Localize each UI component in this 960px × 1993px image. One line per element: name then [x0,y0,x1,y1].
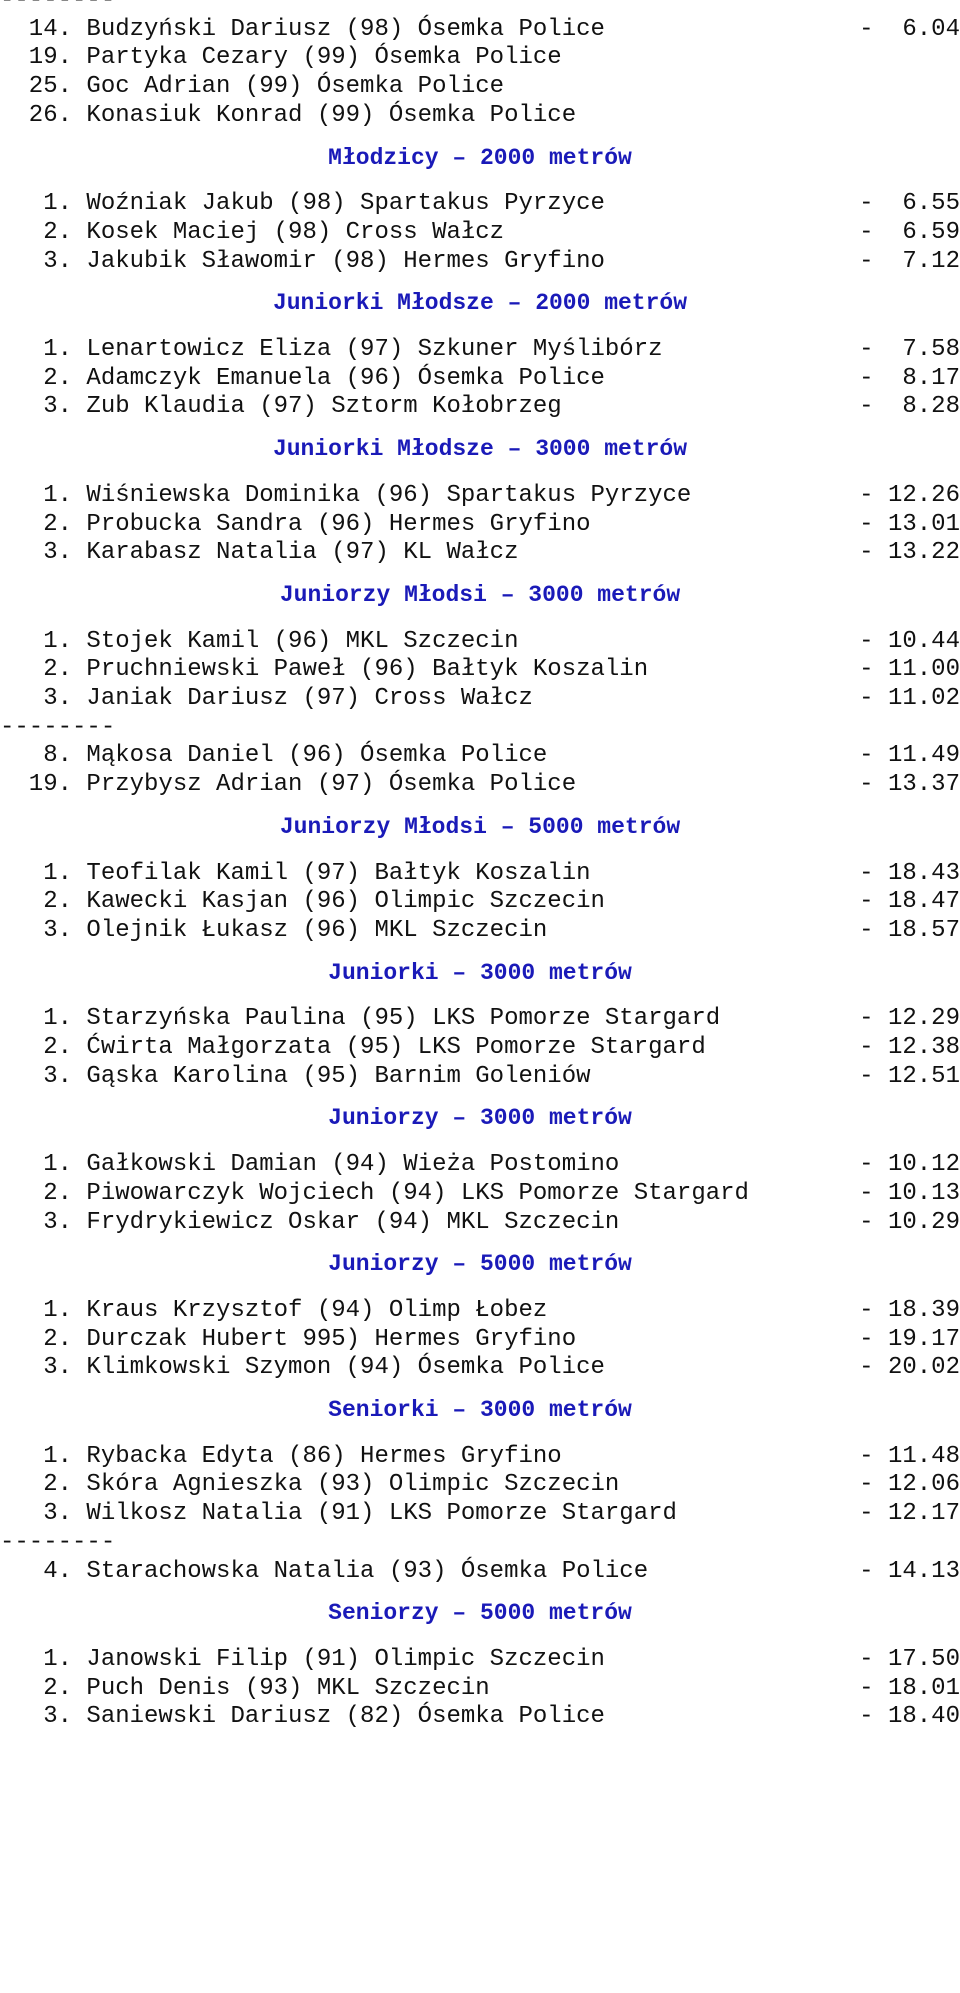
competitor-entry: 1. Teofilak Kamil (97) Bałtyk Koszalin [0,859,591,887]
result-time: - 12.26 [859,481,960,509]
separator: -------- [0,0,116,14]
result-row [0,335,960,364]
result-time: - 12.17 [859,1500,960,1528]
result-time: - 8.28 [859,393,960,421]
result-row [0,1033,960,1062]
result-row [0,655,960,684]
competitor-entry: 2. Kosek Maciej (98) Cross Wałcz [0,218,505,246]
result-row [0,684,960,713]
result-time: - 11.49 [859,742,960,770]
result-time: - 13.01 [859,510,960,538]
competitor-entry: 1. Gałkowski Damian (94) Wieża Postomino [0,1151,620,1179]
result-time: - 10.12 [859,1151,960,1179]
result-row [0,1325,960,1354]
result-time: - 13.37 [859,771,960,799]
competitor-entry: 2. Adamczyk Emanuela (96) Ósemka Police [0,364,605,392]
result-time: - 12.38 [859,1034,960,1061]
competitor-entry: 3. Olejnik Łukasz (96) MKL Szczecin [0,916,548,944]
result-row [0,770,960,799]
result-time: - 14.13 [859,1557,960,1585]
result-row [0,43,960,72]
competitor-entry: 1. Lenartowicz Eliza (97) Szkuner Myślibórz [0,336,663,363]
result-time: - 18.47 [859,888,960,916]
result-row [0,627,960,656]
result-row [0,1150,960,1179]
competitor-entry: 3. Karabasz Natalia (97) KL Wałcz [0,539,519,567]
result-time: - 10.29 [859,1208,960,1236]
section-heading: Juniorzy – 3000 metrów [328,1105,632,1132]
competitor-entry: 14. Budzyński Dariusz (98) Ósemka Police [0,15,605,43]
competitor-entry: 2. Kawecki Kasjan (96) Olimpic Szczecin [0,888,605,916]
result-time: - 20.02 [859,1354,960,1382]
result-time: - 10.13 [859,1179,960,1207]
result-row [0,1645,960,1674]
section-heading: Juniorzy Młodsi – 3000 metrów [279,581,681,608]
competitor-entry: 1. Wiśniewska Dominika (96) Spartakus Pyrzyce [0,481,692,509]
competitor-entry: 2. Puch Denis (93) MKL Szczecin [0,1674,490,1702]
section-heading: Juniorki Młodsze – 3000 metrów [272,436,688,463]
competitor-entry: 4. Starachowska Natalia (93) Ósemka Police [0,1557,649,1585]
competitor-entry: 3. Zub Klaudia (97) Sztorm Kołobrzeg [0,393,562,421]
result-time: - 6.55 [859,190,960,218]
competitor-entry: 3. Saniewski Dariusz (82) Ósemka Police [0,1703,605,1731]
competitor-entry: 3. Klimkowski Szymon (94) Ósemka Police [0,1354,605,1382]
result-row [0,364,960,393]
result-row [0,218,960,247]
competitor-entry: 2. Probucka Sandra (96) Hermes Gryfino [0,510,591,538]
competitor-entry: 2. Ćwirta Małgorzata (95) LKS Pomorze Stargard [0,1034,706,1061]
competitor-entry: 1. Starzyńska Paulina (95) LKS Pomorze Stargard [0,1005,721,1033]
competitor-entry: 19. Partyka Cezary (99) Ósemka Police [0,44,562,72]
result-row [0,887,960,916]
competitor-entry: 1. Rybacka Edyta (86) Hermes Gryfino [0,1442,562,1470]
separator: -------- [0,713,116,741]
result-row [0,72,960,101]
result-time: - 11.48 [859,1442,960,1470]
section-heading: Juniorzy – 5000 metrów [328,1251,632,1278]
result-row [0,101,960,130]
competitor-entry: 3. Wilkosz Natalia (91) LKS Pomorze Stargard [0,1500,677,1528]
result-row [0,481,960,510]
result-row [0,1179,960,1208]
result-row [0,189,960,218]
competitor-entry: 25. Goc Adrian (99) Ósemka Police [0,73,505,101]
competitor-entry: 3. Gąska Karolina (95) Barnim Goleniów [0,1062,591,1090]
result-time: - 18.57 [859,916,960,944]
competitor-entry: 3. Jakubik Sławomir (98) Hermes Gryfino [0,247,605,275]
competitor-entry: 2. Piwowarczyk Wojciech (94) LKS Pomorze Stargard [0,1179,749,1207]
result-row [0,15,960,44]
result-time: - 18.40 [859,1703,960,1731]
competitor-entry: 26. Konasiuk Konrad (99) Ósemka Police [0,101,577,129]
result-row [0,247,960,276]
result-row [0,1004,960,1033]
competitor-entry: 2. Skóra Agnieszka (93) Olimpic Szczecin [0,1471,620,1499]
result-time: - 7.58 [859,336,960,363]
section-heading: Juniorki – 3000 metrów [328,959,632,986]
section-heading: Młodzicy – 2000 metrów [328,144,632,171]
competitor-entry: 2. Pruchniewski Paweł (96) Bałtyk Koszalin [0,656,649,684]
result-row [0,1208,960,1237]
result-time: - 18.43 [859,859,960,887]
competitor-entry: 8. Mąkosa Daniel (96) Ósemka Police [0,742,548,770]
result-row [0,1499,960,1528]
result-time: - 12.29 [859,1005,960,1033]
competitor-entry: 1. Woźniak Jakub (98) Spartakus Pyrzyce [0,190,605,218]
result-time: - 8.17 [859,364,960,392]
result-row [0,1557,960,1586]
competitor-entry: 1. Stojek Kamil (96) MKL Szczecin [0,627,519,655]
result-time: - 11.00 [859,656,960,684]
result-row [0,1353,960,1382]
competitor-entry: 3. Frydrykiewicz Oskar (94) MKL Szczecin [0,1208,620,1236]
result-time: - 12.51 [859,1062,960,1090]
result-row [0,916,960,945]
result-time: - 13.22 [859,539,960,567]
result-time: - 7.12 [859,247,960,275]
result-time: - 11.02 [859,685,960,712]
result-row [0,538,960,567]
competitor-entry: 2. Durczak Hubert 995) Hermes Gryfino [0,1325,577,1353]
section-heading: Juniorki Młodsze – 2000 metrów [272,290,688,317]
result-time: - 10.44 [859,627,960,655]
result-time: - 18.39 [859,1296,960,1324]
result-time: - 18.01 [859,1674,960,1702]
separator: -------- [0,1528,116,1556]
result-row [0,1674,960,1703]
section-heading: Seniorki – 3000 metrów [328,1397,632,1423]
competitor-entry: 1. Janowski Filip (91) Olimpic Szczecin [0,1645,605,1673]
result-row [0,392,960,421]
competitor-entry: 1. Kraus Krzysztof (94) Olimp Łobez [0,1296,548,1324]
result-row [0,1442,960,1471]
result-time: - 19.17 [859,1325,960,1353]
result-time: - 12.06 [859,1471,960,1499]
result-row [0,1470,960,1499]
result-row [0,859,960,888]
result-row [0,1702,960,1731]
result-time: - 17.50 [859,1645,960,1673]
result-time: - 6.59 [859,218,960,246]
section-heading: Juniorzy Młodsi – 5000 metrów [279,813,681,840]
result-row [0,510,960,539]
result-time: - 6.04 [859,15,960,43]
result-row [0,1296,960,1325]
section-heading: Seniorzy – 5000 metrów [328,1600,632,1627]
competitor-entry: 3. Janiak Dariusz (97) Cross Wałcz [0,685,533,712]
competitor-entry: 19. Przybysz Adrian (97) Ósemka Police [0,771,577,799]
result-row [0,1062,960,1091]
result-row [0,741,960,770]
